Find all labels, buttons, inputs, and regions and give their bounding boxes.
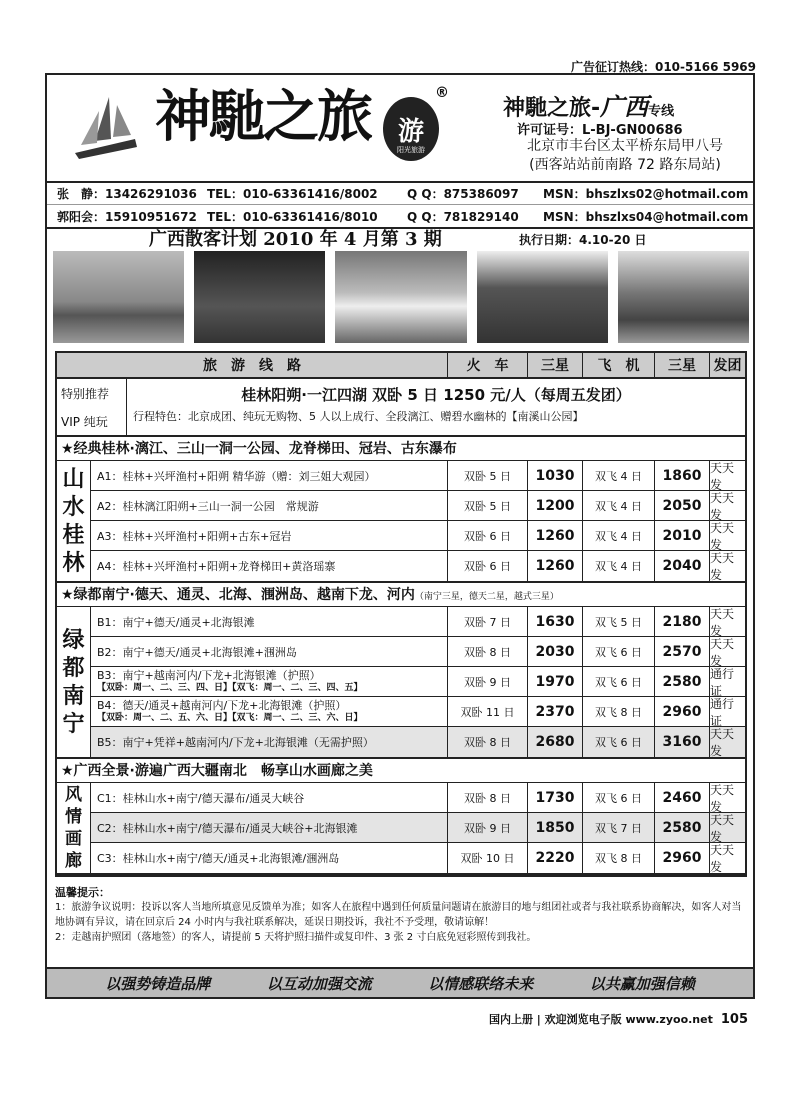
train-price: 2680 (527, 727, 582, 757)
route-rows (91, 783, 745, 873)
sail-logo-icon (65, 91, 145, 163)
flight-price: 2960 (654, 697, 709, 726)
route-schedule: 【双卧：周一、二、三、四、日】【双飞：周一、二、三、四、五】 (97, 682, 363, 693)
seal-char: 游 (397, 116, 424, 147)
slogan-bar (47, 967, 753, 997)
section-title-text: ★广西全景·游遍广西大疆南北 畅享山水画廊之美 (61, 763, 373, 779)
route-cell: C1：桂林山水+南宁/德天瀑布/通灵大峡谷 (97, 791, 305, 805)
flight-duration: 双飞 8 日 (582, 843, 654, 873)
group-label-char: 情 (65, 807, 82, 827)
departure: 天天发 (709, 637, 745, 666)
contact-name: 张 静：13426291036 (57, 187, 197, 201)
departure: 通行证 (709, 667, 745, 696)
group-label (57, 783, 91, 873)
route-group (57, 607, 745, 759)
flight-price: 2580 (654, 813, 709, 842)
train-price: 2030 (527, 637, 582, 666)
table-row (91, 637, 745, 667)
section-note: （南宁三星，德天二星，越式三星） (414, 592, 559, 602)
train-duration: 双卧 11 日 (447, 697, 527, 726)
table-header (57, 353, 745, 379)
train-duration: 双卧 8 日 (447, 783, 527, 812)
departure: 天天发 (709, 491, 745, 520)
train-duration: 双卧 6 日 (447, 551, 527, 581)
registered-mark: ® (435, 85, 449, 101)
flight-duration: 双飞 6 日 (582, 727, 654, 757)
contact-qq: Q Q：781829140 (407, 209, 519, 224)
slogan: 以互动加强交流 (266, 974, 372, 993)
contact-tel: TEL：010-63361416/8002 (207, 187, 378, 201)
departure: 通行证 (709, 697, 745, 726)
train-duration: 双卧 9 日 (447, 813, 527, 842)
address-line: 北京市丰台区太平桥东局甲八号 (527, 138, 723, 154)
contact-qq: Q Q：875386097 (407, 187, 519, 201)
flight-price: 2040 (654, 551, 709, 581)
tips (55, 885, 747, 945)
table-row (91, 783, 745, 813)
route-cell: B1：南宁+德天/通灵+北海银滩 (97, 615, 255, 629)
departure: 天天发 (709, 461, 745, 490)
route-sections (57, 437, 745, 875)
flight-price: 2960 (654, 843, 709, 873)
slogan: 以强势铸造品牌 (105, 974, 211, 993)
vip-label: VIP 纯玩 (61, 414, 108, 429)
route-cell: A4：桂林+兴坪渔村+阳朔+龙脊梯田+黄洛瑶寨 (97, 560, 336, 573)
route-name: B3：南宁+越南河内/下龙+北海银滩（护照） (97, 668, 321, 682)
header-departure: 发团 (709, 353, 745, 377)
brand-suffix: 专线 (648, 104, 675, 119)
contact-row (47, 205, 753, 227)
license-number: 许可证号：L-BJ-GN00686 (517, 123, 683, 138)
flight-duration: 双飞 4 日 (582, 491, 654, 520)
brand-prefix: 神馳之旅- (503, 96, 601, 121)
photo-strip (53, 251, 749, 343)
section-title (57, 759, 745, 783)
route-rows (91, 607, 745, 757)
group-label-char: 山 (62, 466, 85, 492)
seal-subtext: 阳光旅游 (397, 146, 425, 154)
train-duration: 双卧 5 日 (447, 491, 527, 520)
route-cell: A3：桂林+兴坪渔村+阳朔+古东+冠岩 (97, 529, 292, 543)
table-row (91, 727, 745, 757)
group-label-char: 林 (62, 550, 85, 576)
flight-duration: 双飞 4 日 (582, 461, 654, 490)
seal-logo (383, 97, 439, 161)
train-duration: 双卧 5 日 (447, 461, 527, 490)
flight-price: 2050 (654, 491, 709, 520)
group-label-char: 风 (65, 785, 82, 805)
departure: 天天发 (709, 727, 745, 757)
plan-title: 广西散客计划 2010 年 4 月第 3 期 (149, 229, 442, 250)
flight-duration: 双飞 6 日 (582, 637, 654, 666)
footer-text: 国内上册 | 欢迎浏览电子版 www.zyoo.net (488, 1013, 713, 1026)
photo-karst-waterfall (618, 251, 749, 343)
contact-msn: MSN：bhszlxs04@hotmail.com (543, 209, 749, 224)
header-flight: 飞 机 (582, 353, 654, 377)
flight-price: 2460 (654, 783, 709, 812)
flight-duration: 双飞 6 日 (582, 667, 654, 696)
section-title-text: ★经典桂林·漓江、三山一洞一公园、龙脊梯田、冠岩、古东瀑布 (61, 441, 457, 457)
contact-name: 郭阳会：15910951672 (57, 209, 197, 224)
train-price: 1200 (527, 491, 582, 520)
logo-text: 神馳之旅 (155, 84, 371, 150)
slogan: 以情感联络未来 (428, 974, 534, 993)
group-label-char: 都 (62, 655, 85, 681)
flight-price: 2010 (654, 521, 709, 550)
route-group (57, 783, 745, 875)
table-row (91, 813, 745, 843)
route-cell (91, 667, 447, 696)
execution-date: 执行日期：4.10-20 日 (519, 233, 647, 247)
route-cell: B5：南宁+凭祥+越南河内/下龙+北海银滩（无需护照） (97, 736, 374, 749)
train-duration: 双卧 9 日 (447, 667, 527, 696)
contact-tel: TEL：010-63361416/8010 (207, 209, 378, 224)
table-row (91, 521, 745, 551)
train-price: 1630 (527, 607, 582, 636)
train-price: 2370 (527, 697, 582, 726)
flight-price: 2580 (654, 667, 709, 696)
departure: 天天发 (709, 551, 745, 581)
ad-page-frame (45, 73, 755, 999)
flight-duration: 双飞 5 日 (582, 607, 654, 636)
train-price: 1260 (527, 521, 582, 550)
page-footer (489, 1011, 748, 1027)
flight-duration: 双飞 4 日 (582, 551, 654, 581)
group-label (57, 607, 91, 757)
special-headline: 桂林阳朔·一江四湖 双卧 5 日 1250 元/人（每周五发团） (241, 386, 631, 404)
photo-city-night (194, 251, 325, 343)
table-row (91, 491, 745, 521)
header-train: 火 车 (447, 353, 527, 377)
route-schedule: 【双卧：周一、二、五、六、日】【双飞：周一、二、三、六、日】 (97, 712, 363, 723)
tip-item: 1：旅游争议说明：投诉以客人当地所填意见反馈单为准；如客人在旅程中遇到任何质量问题请在旅游目的地与组团社或者与我社联系协商解决，如客人对当地协调有异议，请在回京后 24 小时内与我社联系解决，延误日期投诉，我社不予受理，敬请谅解！ (55, 902, 742, 928)
route-group (57, 461, 745, 583)
ad-hotline: 广告征订热线：010-5166 5969 (570, 60, 756, 74)
table-row (91, 697, 745, 727)
table-row (91, 607, 745, 637)
departure: 天天发 (709, 521, 745, 550)
section-title (57, 437, 745, 461)
group-label-char: 水 (62, 494, 85, 520)
group-label-char: 绿 (62, 627, 85, 653)
route-cell: C2：桂林山水+南宁/德天瀑布/通灵大峡谷+北海银滩 (97, 821, 358, 835)
brand-region: 广西 (600, 92, 649, 121)
flight-price: 2180 (654, 607, 709, 636)
header-route: 旅 游 线 路 (203, 358, 301, 374)
brand-title (503, 87, 674, 122)
route-name: B4：德天/通灵+越南河内/下龙+北海银滩（护照） (97, 698, 347, 712)
flight-duration: 双飞 7 日 (582, 813, 654, 842)
address (505, 137, 745, 175)
route-cell (91, 697, 447, 726)
header (47, 75, 753, 179)
train-price: 1260 (527, 551, 582, 581)
table-row (91, 461, 745, 491)
table-row (91, 667, 745, 697)
train-price: 1970 (527, 667, 582, 696)
departure: 天天发 (709, 813, 745, 842)
flight-duration: 双飞 8 日 (582, 697, 654, 726)
header-3star: 三星 (527, 353, 582, 377)
contact-msn: MSN：bhszlxs02@hotmail.com (543, 187, 749, 201)
contact-table (47, 181, 753, 229)
train-price: 1850 (527, 813, 582, 842)
photo-street (477, 251, 608, 343)
train-price: 2220 (527, 843, 582, 873)
route-price-table (55, 351, 747, 877)
departure: 天天发 (709, 843, 745, 873)
route-cell: A1：桂林+兴坪渔村+阳朔 精华游（赠：刘三姐大观园） (97, 469, 376, 483)
departure: 天天发 (709, 783, 745, 812)
departure: 天天发 (709, 607, 745, 636)
route-cell: B2：南宁+德天/通灵+北海银滩+涠洲岛 (97, 645, 297, 659)
flight-price: 2570 (654, 637, 709, 666)
route-cell: C3：桂林山水+南宁/德天/通灵+北海银滩/涠洲岛 (97, 852, 340, 865)
group-label-char: 桂 (62, 522, 85, 548)
address-line: (西客站站前南路 72 路东局站) (529, 157, 721, 173)
train-duration: 双卧 8 日 (447, 637, 527, 666)
contact-row (47, 183, 753, 205)
group-label-char: 画 (65, 829, 82, 849)
group-label (57, 461, 91, 581)
photo-elephant-trunk-hill (53, 251, 184, 343)
special-content (127, 379, 745, 435)
special-features: 行程特色：北京成团、纯玩无购物、5 人以上成行、全段漓江、赠碧水幽林的【南溪山公园】 (133, 410, 584, 423)
header-3star: 三星 (654, 353, 709, 377)
route-cell: A2：桂林漓江阳朔+三山一洞一公园 常规游 (97, 499, 319, 513)
table-row (91, 843, 745, 873)
special-label: 特别推荐 (61, 386, 110, 401)
section-title-text: ★绿都南宁·德天、通灵、北海、涠洲岛、越南下龙、河内 (61, 587, 415, 603)
flight-price: 1860 (654, 461, 709, 490)
flight-duration: 双飞 6 日 (582, 783, 654, 812)
group-label-char: 南 (62, 683, 85, 709)
group-label-char: 宁 (62, 711, 85, 737)
table-row (91, 551, 745, 581)
page-number: 105 (720, 1012, 748, 1027)
route-rows (91, 461, 745, 581)
tip-item: 2：走越南护照团（落地签）的客人，请提前 5 天将护照扫描件或复印件、3 张 2 寸白底免冠彩照传到我社。 (55, 932, 537, 943)
group-label-char: 廊 (65, 851, 82, 871)
tips-title: 温馨提示： (55, 886, 110, 899)
train-duration: 双卧 10 日 (447, 843, 527, 873)
section-title (57, 583, 745, 607)
train-duration: 双卧 7 日 (447, 607, 527, 636)
flight-price: 3160 (654, 727, 709, 757)
train-price: 1730 (527, 783, 582, 812)
special-labels (57, 379, 127, 435)
special-offer (57, 379, 745, 437)
train-duration: 双卧 6 日 (447, 521, 527, 550)
slogan: 以共赢加强信赖 (589, 974, 695, 993)
train-duration: 双卧 8 日 (447, 727, 527, 757)
photo-waterfall (335, 251, 466, 343)
train-price: 1030 (527, 461, 582, 490)
flight-duration: 双飞 4 日 (582, 521, 654, 550)
